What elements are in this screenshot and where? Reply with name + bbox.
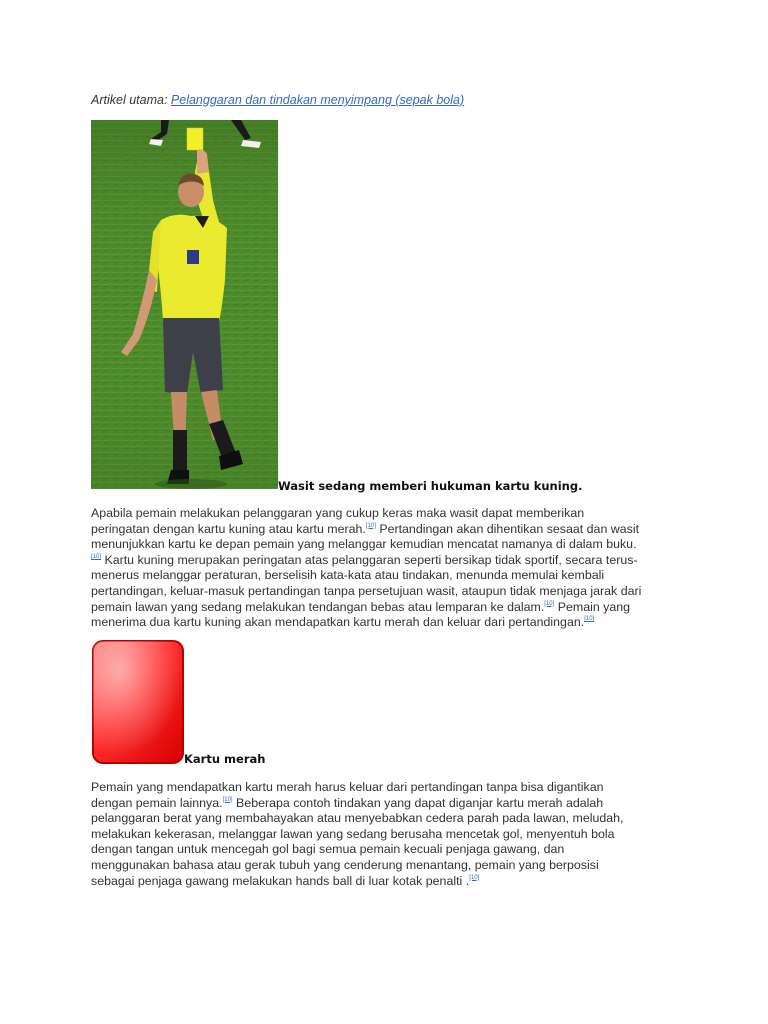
reference-link[interactable]: [10] xyxy=(584,616,595,623)
paragraph-text: menunjukkan kartu ke depan pemain yang melanggar kemudian mencatat namanya di dalam buku. xyxy=(91,537,637,552)
reference-link[interactable]: [10] xyxy=(469,874,480,881)
main-article-note xyxy=(91,93,464,107)
paragraph-line xyxy=(91,615,691,631)
reference-link[interactable]: [10] xyxy=(91,553,102,560)
paragraph-text: Pemain yang mendapatkan kartu merah harus keluar dari pertandingan tanpa bisa digantikan xyxy=(91,780,604,794)
paragraph-line xyxy=(91,796,691,812)
paragraph-line xyxy=(91,506,691,522)
paragraph-text: pelanggaran berat yang membahayakan atau menyebabkan cedera parah pada lawan, meludah, xyxy=(91,811,624,826)
paragraph-line xyxy=(91,553,691,569)
paragraph-text: Beberapa contoh tindakan yang dapat diganjar kartu merah adalah xyxy=(232,795,604,810)
paragraph-text: Pertandingan akan dihentikan sesaat dan wasit xyxy=(375,521,640,536)
paragraph-text: melakukan kekerasan, melanggar lawan yang sedang berusaha mencetak gol, menyentuh bola xyxy=(91,826,615,841)
paragraph-text: pemain lawan yang sedang melakukan tendangan bebas atau lemparan ke dalam. xyxy=(91,599,545,614)
paragraph-line xyxy=(91,522,691,538)
paragraph-text: dengan tangan untuk mencegah gol bagi semua pemain kecuali penjaga gawang, dan xyxy=(91,842,565,857)
paragraph-line xyxy=(91,537,691,553)
photo-caption: Wasit sedang memberi hukuman kartu kuning. xyxy=(278,479,583,493)
red-card-image xyxy=(91,639,185,765)
paragraph-text: menggunakan bahasa atau gerak tubuh yang cenderung menantang, pemain yang berposisi xyxy=(91,857,599,872)
paragraph-line xyxy=(91,858,691,874)
paragraph-text: menerus melanggar peraturan, berselisih kata-kata atau tindakan, menunda memulai kembali xyxy=(91,568,605,583)
red-card-caption: Kartu merah xyxy=(184,752,266,766)
paragraph-line xyxy=(91,842,691,858)
main-article-link[interactable]: Pelanggaran dan tindakan menyimpang (sepak bola) xyxy=(170,93,465,107)
paragraph-line xyxy=(91,600,691,616)
paragraph-line xyxy=(91,811,691,827)
reference-link[interactable]: [10] xyxy=(365,522,376,529)
paragraph-text: Kartu kuning merupakan peringatan atas pelanggaran seperti bersikap tidak sportif, secara terus- xyxy=(101,552,638,567)
paragraph-text: Pemain yang xyxy=(554,599,631,614)
paragraph-text: peringatan dengan kartu kuning atau kartu merah. xyxy=(91,521,366,536)
paragraph-red-card xyxy=(91,780,691,889)
main-article-prefix: Artikel utama: xyxy=(91,93,168,107)
paragraph-line xyxy=(91,780,691,796)
referee-photo xyxy=(91,120,278,489)
paragraph-yellow-card xyxy=(91,506,691,631)
paragraph-text: Apabila pemain melakukan pelanggaran yang cukup keras maka wasit dapat memberikan xyxy=(91,506,585,520)
paragraph-text: menerima dua kartu kuning akan mendapatkan kartu merah dan keluar dari pertandingan. xyxy=(91,615,585,630)
paragraph-line xyxy=(91,827,691,843)
paragraph-text: dengan pemain lainnya. xyxy=(91,795,223,810)
paragraph-text: pertandingan, keluar-masuk pertandingan tanpa persetujuan wasit, ataupun tidak menjaga jarak dari xyxy=(91,583,642,598)
paragraph-text: sebagai penjaga gawang melakukan hands ball di luar kotak penalti . xyxy=(91,873,470,888)
paragraph-line xyxy=(91,874,691,890)
reference-link[interactable]: [10] xyxy=(544,600,555,607)
reference-link[interactable]: [10] xyxy=(222,796,233,803)
paragraph-line xyxy=(91,568,691,584)
paragraph-line xyxy=(91,584,691,600)
